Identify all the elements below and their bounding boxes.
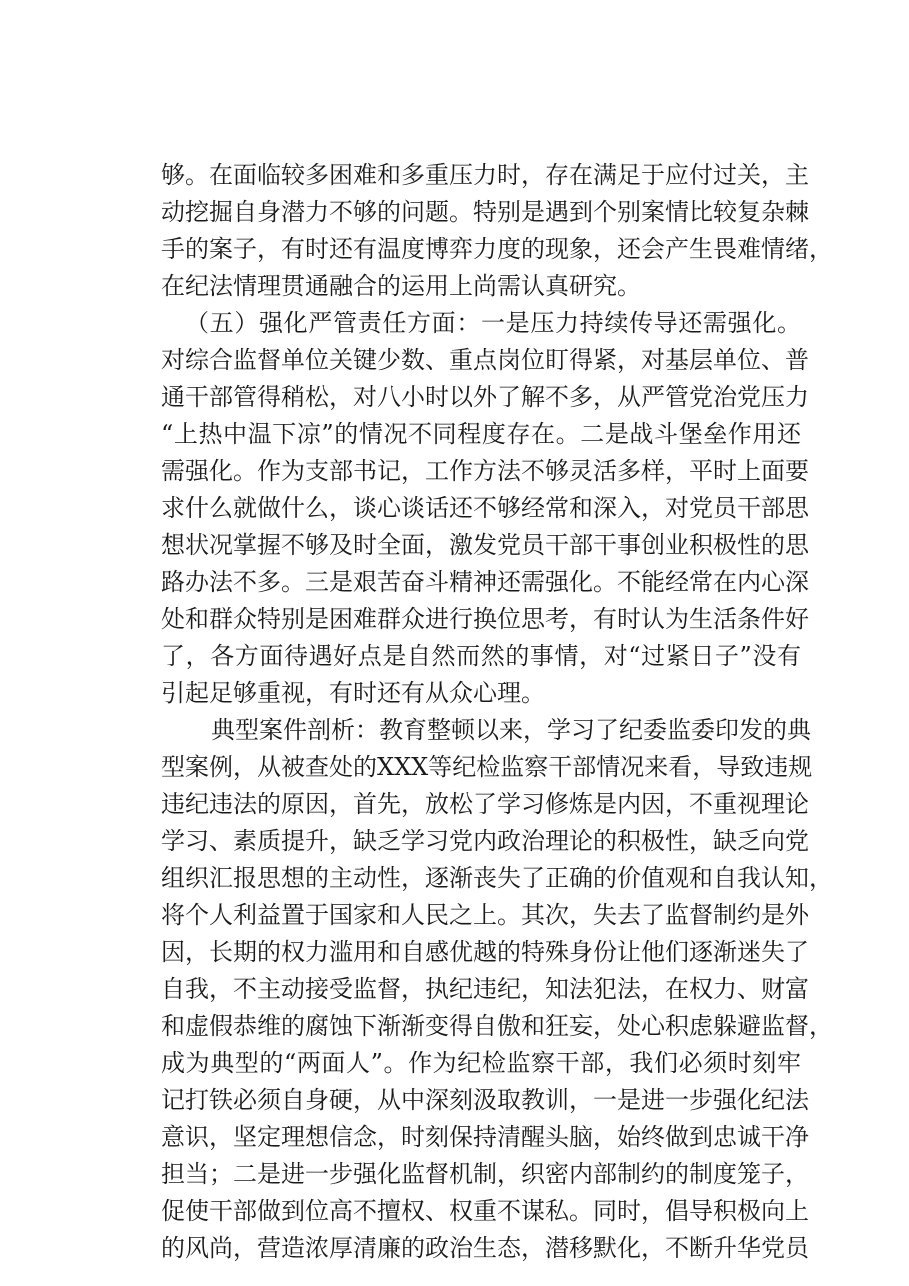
text-line: 的风尚，营造浓厚清廉的政治生态，潜移默化，不断升华党员 — [161, 1234, 809, 1262]
text-line: 路办法不多。三是艰苦奋斗精神还需强化。不能经常在内心深 — [161, 568, 809, 596]
text-line: 手的案子，有时还有温度博弈力度的现象，还会产生畏难情绪， — [161, 235, 833, 263]
text-line: 需强化。作为支部书记，工作方法不够灵活多样，平时上面要 — [161, 457, 809, 485]
text-line: 够。在面临较多困难和多重压力时，存在满足于应付过关，主 — [161, 161, 809, 189]
text-line: 处和群众特别是困难群众进行换位思考，有时认为生活条件好 — [161, 605, 809, 633]
text-line: 将个人利益置于国家和人民之上。其次，失去了监督制约是外 — [161, 901, 809, 929]
text-line: 促使干部做到位高不擅权、权重不谋私。同时，倡导积极向上 — [161, 1197, 809, 1225]
text-line: 因，长期的权力滥用和自感优越的特殊身份让他们逐渐迷失了 — [161, 938, 809, 966]
text-line: “上热中温下凉”的情况不同程度存在。二是战斗堡垒作用还 — [161, 420, 801, 448]
text-line: 担当；二是进一步强化监督机制，织密内部制约的制度笼子， — [161, 1160, 809, 1188]
text-line: 动挖掘自身潜力不够的问题。特别是遇到个别案情比较复杂棘 — [161, 198, 809, 226]
text-line: 和虚假恭维的腐蚀下渐渐变得自傲和狂妄，处心积虑躲避监督， — [161, 1012, 833, 1040]
text-line: 对综合监督单位关键少数、重点岗位盯得紧，对基层单位、普 — [161, 346, 809, 374]
section-heading-line: （五）强化严管责任方面：一是压力持续传导还需强化。 — [185, 309, 801, 337]
text-line: 成为典型的“两面人”。作为纪检监察干部，我们必须时刻牢 — [161, 1049, 801, 1077]
text-line: 自我，不主动接受监督，执纪违纪，知法犯法，在权力、财富 — [161, 975, 809, 1003]
text-line: 学习、素质提升，缺乏学习党内政治理论的积极性，缺乏向党 — [161, 827, 809, 855]
text-line: 意识，坚定理想信念，时刻保持清醒头脑，始终做到忠诚干净 — [161, 1123, 809, 1151]
text-line: 引起足够重视，有时还有从众心理。 — [161, 679, 545, 707]
text-line: 违纪违法的原因，首先，放松了学习修炼是内因，不重视理论 — [161, 790, 809, 818]
text-line: 求什么就做什么，谈心谈话还不够经常和深入，对党员干部思 — [161, 494, 809, 522]
text-line: 想状况掌握不够及时全面，激发党员干部干事创业积极性的思 — [161, 531, 809, 559]
paragraph-first-line: 典型案件剖析：教育整顿以来，学习了纪委监委印发的典 — [211, 716, 811, 744]
text-line: 了，各方面待遇好点是自然而然的事情，对“过紧日子”没有 — [161, 642, 801, 670]
text-line: 组织汇报思想的主动性，逐渐丧失了正确的价值观和自我认知， — [161, 864, 833, 892]
text-line: 通干部管得稍松，对八小时以外了解不多，从严管党治党压力 — [161, 383, 809, 411]
text-line: 型案例，从被查处的XXX等纪检监察干部情况来看，导致违规 — [161, 753, 813, 781]
text-line: 记打铁必须自身硬，从中深刻汲取教训，一是进一步强化纪法 — [161, 1086, 809, 1114]
text-line: 在纪法情理贯通融合的运用上尚需认真研究。 — [161, 272, 641, 300]
